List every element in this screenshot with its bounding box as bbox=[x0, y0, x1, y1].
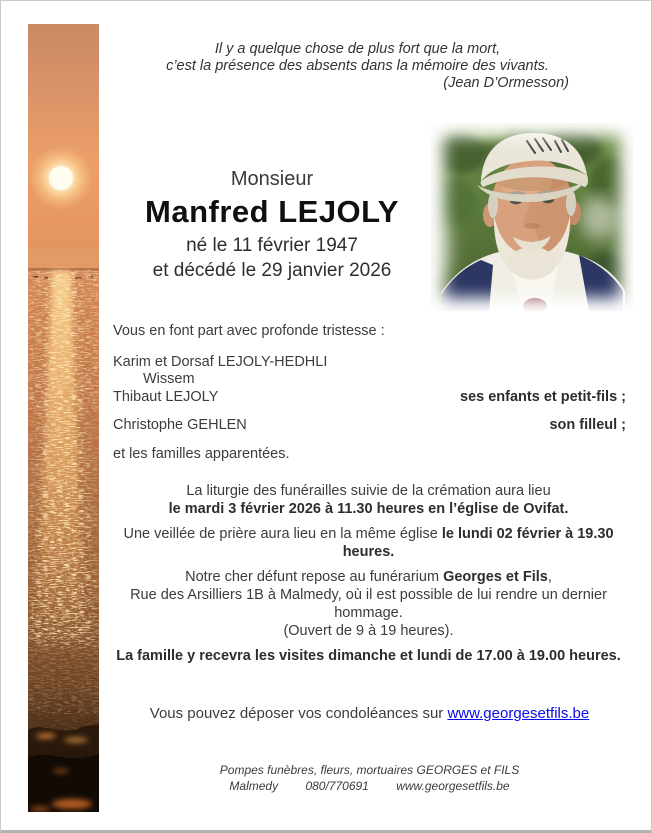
birth-line: né le 11 février 1947 bbox=[186, 235, 358, 256]
relation-label: son filleul ; bbox=[549, 417, 626, 433]
visits-line: La famille y recevra les visites dimanche et lundi de 17.00 à 19.00 heures. bbox=[116, 648, 621, 664]
liturgy-line-1: La liturgie des funérailles suivie de la crémation aura lieu bbox=[186, 483, 551, 499]
announcement-intro: Vous en font part avec profonde tristesse : bbox=[113, 323, 385, 339]
family-member-name: Wissem bbox=[143, 371, 195, 387]
condolences-website-link[interactable]: www.georgesetfils.be bbox=[447, 705, 590, 722]
ceremony-section bbox=[106, 482, 631, 561]
quote-attribution: (Jean D’Ormesson) bbox=[443, 75, 569, 91]
footer-website: www.georgesetfils.be bbox=[396, 778, 510, 793]
portrait-photo bbox=[431, 123, 633, 311]
sunset-sidebar-image bbox=[28, 24, 99, 812]
repose-hours: (Ouvert de 9 à 19 heures). bbox=[283, 623, 454, 639]
death-line: et décédé le 29 janvier 2026 bbox=[152, 260, 392, 282]
footer bbox=[111, 763, 628, 794]
footer-company-line: Pompes funèbres, fleurs, mortuaires GEORGES et FILS bbox=[219, 763, 520, 777]
liturgy-line-2: le mardi 3 février 2026 à 11.30 heures en l’église de Ovifat. bbox=[168, 501, 569, 517]
sunset-photo bbox=[28, 24, 99, 812]
deceased-name: Manfred LEJOLY bbox=[145, 194, 399, 229]
repose-section bbox=[97, 568, 640, 665]
funeral-home-name: Georges et Fils bbox=[443, 569, 548, 585]
family-row bbox=[113, 389, 626, 407]
family-section bbox=[113, 323, 626, 463]
family-row bbox=[113, 417, 626, 435]
repose-address: Rue des Arsilliers 1B à Malmedy, où il est possible de lui rendre un dernier hommage. bbox=[130, 587, 607, 621]
deceased-header bbox=[111, 168, 433, 283]
family-row bbox=[113, 354, 626, 372]
family-row bbox=[113, 371, 626, 389]
comma: , bbox=[547, 569, 552, 585]
family-member-name: Christophe GEHLEN bbox=[113, 417, 247, 433]
vigil-datetime: le lundi 02 février à 19.30 heures. bbox=[342, 526, 614, 560]
salutation: Monsieur bbox=[230, 168, 314, 190]
condolences-text: Vous pouvez déposer vos condoléances sur bbox=[149, 705, 444, 722]
condolences-section bbox=[111, 705, 628, 722]
family-member-name: Thibaut LEJOLY bbox=[113, 388, 219, 405]
footer-contact-line bbox=[111, 779, 628, 795]
deceased-portrait-illustration bbox=[431, 123, 633, 311]
opening-quote bbox=[104, 41, 611, 92]
family-member-name: Karim et Dorsaf LEJOLY-HEDHLI bbox=[113, 353, 328, 370]
quote-line-2: c’est la présence des absents dans la mémoire des vivants. bbox=[166, 58, 549, 74]
repose-text: Notre cher défunt repose au funérarium bbox=[185, 569, 440, 585]
family-closing: et les familles apparentées. bbox=[113, 445, 290, 462]
vigil-line bbox=[106, 525, 631, 561]
footer-city: Malmedy bbox=[229, 778, 279, 793]
quote-line-1: Il y a quelque chose de plus fort que la mort, bbox=[214, 41, 501, 57]
relation-label: ses enfants et petit-fils ; bbox=[460, 388, 626, 405]
repose-line-1 bbox=[97, 568, 640, 586]
vigil-text: Une veillée de prière aura lieu en la même église bbox=[123, 526, 438, 542]
footer-phone: 080/770691 bbox=[305, 778, 369, 793]
